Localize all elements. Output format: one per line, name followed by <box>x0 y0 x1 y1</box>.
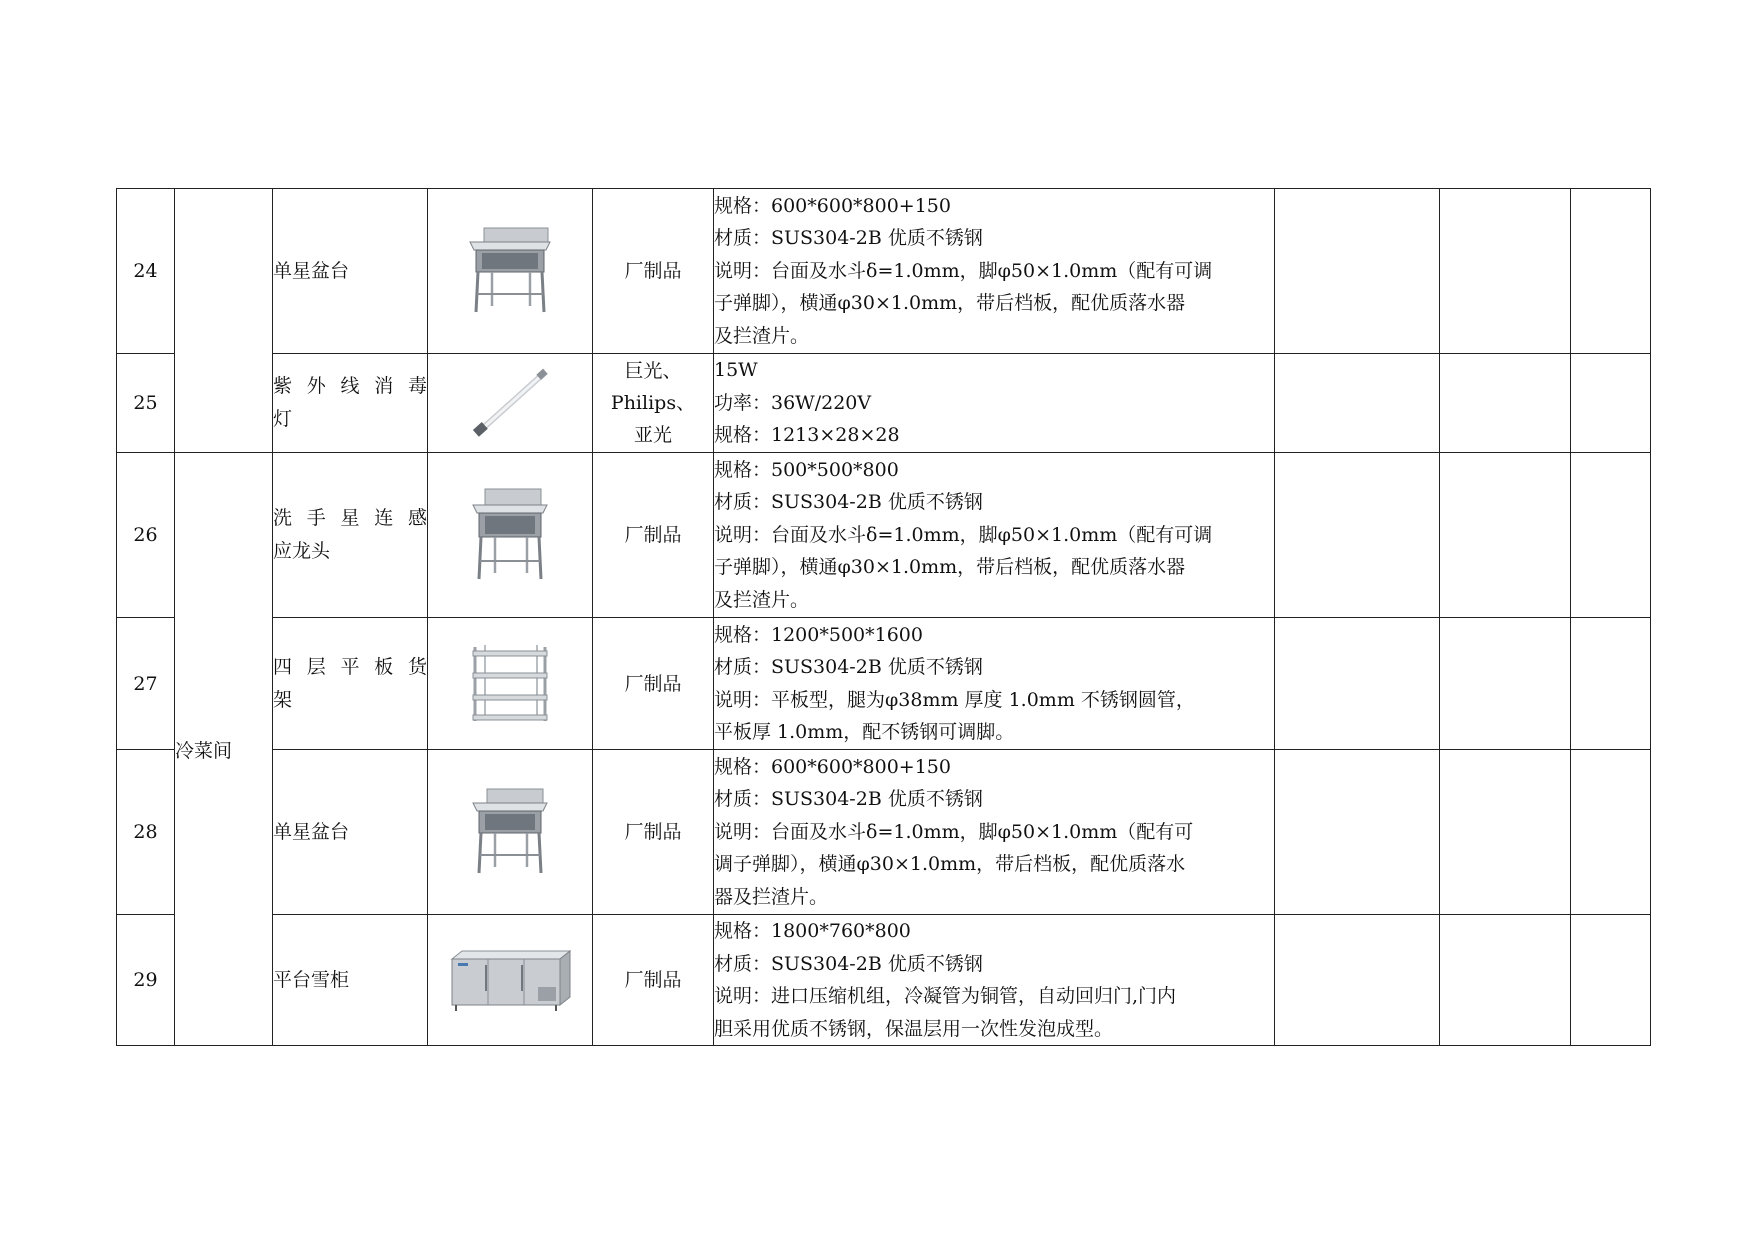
spec-line: 说明：台面及水斗δ=1.0mm，脚φ50×1.0mm（配有可调 <box>714 523 1213 546</box>
spec-line: 器及拦渣片。 <box>714 885 829 908</box>
spec-line: 15W <box>714 359 758 382</box>
spec-line: 材质：SUS304-2B 优质不锈钢 <box>714 227 983 250</box>
source-line: 厂制品 <box>624 821 682 843</box>
blank-cell <box>1275 354 1440 453</box>
row-number: 28 <box>117 750 175 915</box>
source-line: 厂制品 <box>624 969 682 991</box>
spec-line: 说明：台面及水斗δ=1.0mm，脚φ50×1.0mm（配有可 <box>714 820 1194 843</box>
spec-line: 说明：进口压缩机组，冷凝管为铜管，自动回归门,门内 <box>714 985 1177 1007</box>
spec-line: 子弹脚），横通φ30×1.0mm，带后档板，配优质落水器 <box>714 556 1186 579</box>
sink-icon <box>467 487 553 583</box>
item-name-line: 灯 <box>273 408 293 430</box>
source-line: 巨光、 <box>624 360 682 382</box>
table-row <box>117 453 1651 618</box>
spec-line: 说明：台面及水斗δ=1.0mm，脚φ50×1.0mm（配有可调 <box>714 259 1213 282</box>
spec-cell <box>714 189 1275 354</box>
item-name <box>273 354 428 453</box>
item-image <box>428 618 593 750</box>
spec-cell <box>714 750 1275 915</box>
spec-line: 材质：SUS304-2B 优质不锈钢 <box>714 491 983 514</box>
blank-cell <box>1571 618 1651 750</box>
spec-line: 规格：1200*500*1600 <box>714 623 923 646</box>
source-line: 厂制品 <box>624 672 682 695</box>
row-number: 26 <box>117 453 175 618</box>
spec-cell <box>714 354 1275 453</box>
item-image <box>428 750 593 915</box>
blank-cell <box>1275 453 1440 618</box>
area-cell <box>175 453 273 1046</box>
blank-cell <box>1440 453 1571 618</box>
source-cell <box>593 618 714 750</box>
spec-line: 及拦渣片。 <box>714 588 810 611</box>
spec-line: 规格：600*600*800+150 <box>714 194 951 217</box>
item-name-line: 架 <box>273 688 293 711</box>
spec-line: 材质：SUS304-2B 优质不锈钢 <box>714 656 983 678</box>
blank-cell <box>1571 750 1651 915</box>
source-line: 厂制品 <box>624 260 682 282</box>
table-row <box>117 189 1651 354</box>
item-image <box>428 915 593 1046</box>
spec-line: 材质：SUS304-2B 优质不锈钢 <box>714 788 983 811</box>
row-number: 25 <box>117 354 175 453</box>
spec-line: 功率：36W/220V <box>714 391 872 414</box>
blank-cell <box>1571 354 1651 453</box>
item-name-line: 四层平板货 <box>273 655 427 678</box>
row-number: 24 <box>117 189 175 354</box>
table-row <box>117 915 1651 1046</box>
spec-line: 平板厚 1.0mm，配不锈钢可调脚。 <box>714 721 1015 743</box>
source-cell <box>593 750 714 915</box>
spec-line: 规格：500*500*800 <box>714 458 899 481</box>
sink-icon <box>467 787 553 877</box>
spec-line: 规格：1213×28×28 <box>714 424 900 447</box>
item-name <box>273 618 428 750</box>
item-name-line: 洗手星连感 <box>273 507 427 529</box>
item-name <box>273 453 428 618</box>
spec-line: 调子弹脚），横通φ30×1.0mm，带后档板，配优质落水 <box>714 853 1186 876</box>
source-line: 厂制品 <box>624 524 682 546</box>
area-cell-empty <box>175 189 273 453</box>
spec-cell <box>714 618 1275 750</box>
spec-cell <box>714 915 1275 1046</box>
item-name: 单星盆台 <box>273 189 428 354</box>
item-name-line: 应龙头 <box>273 540 331 562</box>
shelf-icon <box>467 643 553 725</box>
equipment-table <box>116 188 1651 1046</box>
item-name: 单星盆台 <box>273 750 428 915</box>
table-row <box>117 354 1651 453</box>
blank-cell <box>1275 750 1440 915</box>
table-row <box>117 618 1651 750</box>
spec-cell <box>714 453 1275 618</box>
blank-cell <box>1571 915 1651 1046</box>
blank-cell <box>1571 453 1651 618</box>
item-image <box>428 453 593 618</box>
item-name-line: 紫外线消毒 <box>273 375 427 397</box>
blank-cell <box>1440 915 1571 1046</box>
source-cell <box>593 189 714 354</box>
blank-cell <box>1275 618 1440 750</box>
blank-cell <box>1571 189 1651 354</box>
blank-cell <box>1275 915 1440 1046</box>
spec-line: 子弹脚），横通φ30×1.0mm，带后档板，配优质落水器 <box>714 292 1186 315</box>
spec-line: 规格：600*600*800+150 <box>714 755 951 778</box>
item-name: 平台雪柜 <box>273 915 428 1046</box>
uv-lamp-icon <box>462 363 558 443</box>
blank-cell <box>1440 189 1571 354</box>
item-image <box>428 354 593 453</box>
row-number: 27 <box>117 618 175 750</box>
blank-cell <box>1440 354 1571 453</box>
source-cell <box>593 915 714 1046</box>
source-line: 亚光 <box>633 424 672 446</box>
row-number: 29 <box>117 915 175 1046</box>
blank-cell <box>1275 189 1440 354</box>
source-cell <box>593 453 714 618</box>
source-line: Philips、 <box>610 392 696 414</box>
item-image <box>428 189 593 354</box>
source-cell <box>593 354 714 453</box>
table-row <box>117 750 1651 915</box>
blank-cell <box>1440 750 1571 915</box>
sink-icon <box>462 226 558 316</box>
blank-cell <box>1440 618 1571 750</box>
spec-line: 及拦渣片。 <box>714 324 810 347</box>
freezer-icon <box>448 947 572 1013</box>
spec-line: 说明：平板型，腿为φ38mm 厚度 1.0mm 不锈钢圆管， <box>714 688 1195 711</box>
spec-line: 材质：SUS304-2B 优质不锈钢 <box>714 952 983 975</box>
spec-line: 胆采用优质不锈钢，保温层用一次性发泡成型。 <box>714 1017 1114 1040</box>
spec-line: 规格：1800*760*800 <box>714 920 911 942</box>
area-label: 冷菜间 <box>175 739 233 762</box>
